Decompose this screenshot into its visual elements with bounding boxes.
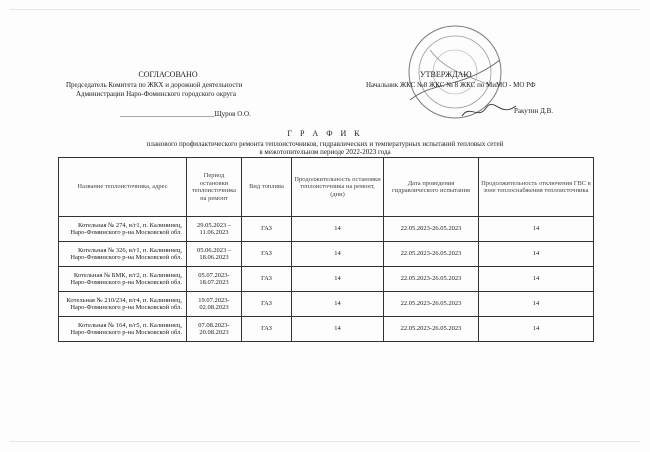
header-hot-water-off: Продолжительность отключения ГВС в зоне теплоснабжения теплоисточника — [479, 158, 594, 217]
right-heading: УТВЕРЖДАЮ — [420, 70, 472, 79]
cell-hw-days: 14 — [479, 317, 594, 342]
cell-fuel: ГАЗ — [242, 242, 292, 267]
table-row — [59, 267, 594, 292]
table-row — [59, 317, 594, 342]
cell-fuel: ГАЗ — [242, 267, 292, 292]
cell-source: Котельная № 326, в/г1, п. Калининец, Наро-Фоминского р-на Московской обл. — [59, 242, 187, 267]
cell-test-date: 22.05.2023-26.05.2023 — [384, 267, 479, 292]
schedule-table — [58, 157, 594, 342]
right-line1: Начальник ЖКС №8 ЖКС № 8 ЖКС по МиМО - МО РФ — [366, 81, 536, 89]
scan-edge-top — [10, 9, 640, 10]
cell-source: Котельная № 164, в/г5, п. Калининец, Наро-Фоминского р-на Московской обл. — [59, 317, 187, 342]
cell-source: Котельная № БМК, в/г2, п. Калининец, Наро-Фоминского р-на Московской обл. — [59, 267, 187, 292]
cell-source: Котельная № 274, в/г1, п. Калининец, Наро-Фоминского р-на Московской обл. — [59, 217, 187, 242]
right-signature: Ракутин Д.В. — [514, 107, 554, 115]
cell-test-date: 22.05.2023-26.05.2023 — [384, 317, 479, 342]
cell-period: 07.08.2023-20.08.2023 — [187, 317, 242, 342]
table-row — [59, 242, 594, 267]
cell-test-date: 22.05.2023-26.05.2023 — [384, 242, 479, 267]
header-test-date: Дата проведения гидравлического испытания — [384, 158, 479, 217]
header-fuel: Вид топлива — [242, 158, 292, 217]
left-line1: Председатель Комитета по ЖКХ и дорожной деятельности — [66, 81, 243, 89]
cell-period: 29.05.2023 – 11.06.2023 — [187, 217, 242, 242]
document-subtitle-line1: планового профилактического ремонта теплоисточников, гидравлических и температурных испытаний тепловых сетей — [146, 140, 504, 148]
cell-hw-days: 14 — [479, 242, 594, 267]
cell-source: Котельная № 210/234, в/г4, п. Калининец, Наро-Фоминского р-на Московской обл. — [59, 292, 187, 317]
cell-fuel: ГАЗ — [242, 292, 292, 317]
cell-hw-days: 14 — [479, 217, 594, 242]
left-heading: СОГЛАСОВАНО — [138, 70, 198, 79]
table-row — [59, 217, 594, 242]
cell-days: 14 — [292, 242, 384, 267]
scan-edge-bottom — [10, 441, 640, 442]
cell-days: 14 — [292, 292, 384, 317]
cell-fuel: ГАЗ — [242, 317, 292, 342]
cell-test-date: 22.05.2023-26.05.2023 — [384, 292, 479, 317]
cell-test-date: 22.05.2023-26.05.2023 — [384, 217, 479, 242]
document-subtitle-line2: в межотопительном периоде 2022-2023 года — [259, 148, 391, 156]
cell-period: 05.07.2023-18.07.2023 — [187, 267, 242, 292]
signature-scribble — [460, 100, 520, 122]
cell-hw-days: 14 — [479, 292, 594, 317]
document-title: Г Р А Ф И К — [287, 129, 363, 138]
table-header-row — [59, 158, 594, 217]
cell-period: 05.06.2023 – 18.06.2023 — [187, 242, 242, 267]
header-duration: Продолжительность остановки теплоисточника на ремонт, (дни) — [292, 158, 384, 217]
left-line2: Администрации Наро-Фоминского городского округа — [76, 90, 236, 98]
cell-fuel: ГАЗ — [242, 217, 292, 242]
table-row — [59, 292, 594, 317]
cell-hw-days: 14 — [479, 267, 594, 292]
cell-days: 14 — [292, 267, 384, 292]
cell-days: 14 — [292, 317, 384, 342]
cell-days: 14 — [292, 217, 384, 242]
left-signature: ___________________________Щуров О.О. — [120, 110, 251, 118]
header-period: Период остановки теплоисточника на ремонт — [187, 158, 242, 217]
cell-period: 19.07.2023-02.08.2023 — [187, 292, 242, 317]
header-source: Название теплоисточника, адрес — [59, 158, 187, 217]
